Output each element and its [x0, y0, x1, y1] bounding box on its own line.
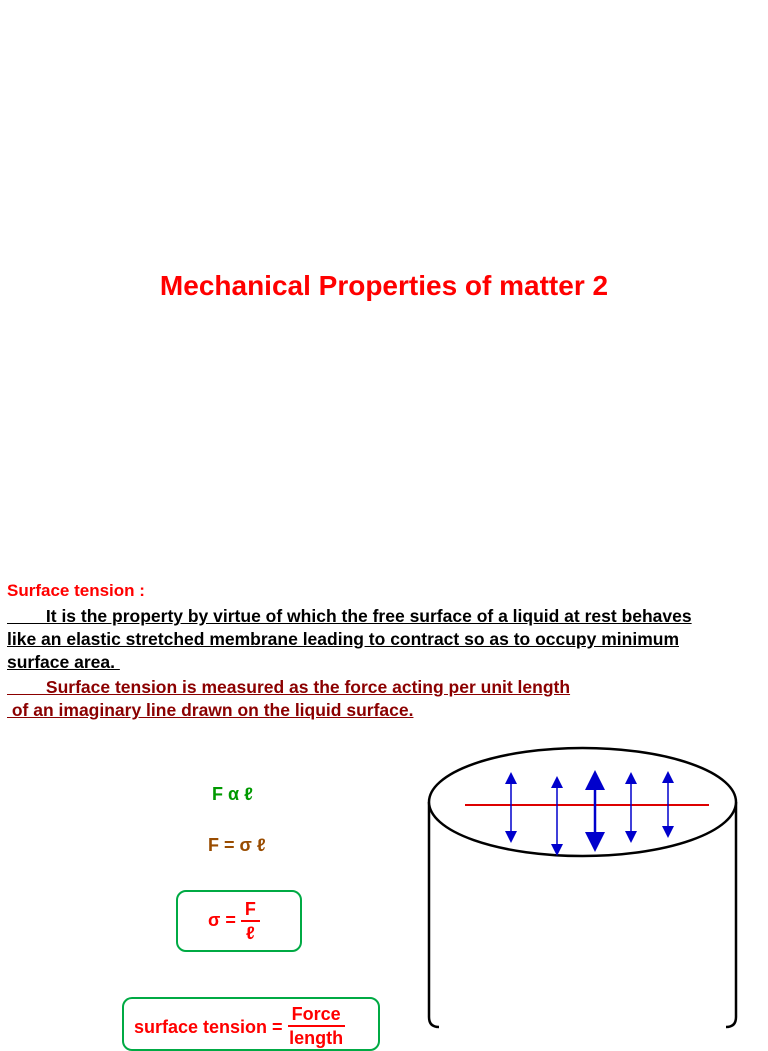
sigma-formula-box	[176, 890, 302, 952]
sigma-numerator: F	[241, 898, 260, 922]
proportional-formula: F α ℓ	[212, 784, 253, 804]
liquid-surface-ellipse	[429, 748, 736, 856]
surface-tension-lhs: surface tension =	[134, 1017, 283, 1037]
section-heading: Surface tension :	[7, 581, 145, 600]
sigma-fraction	[241, 898, 260, 944]
surface-tension-formula-box	[122, 997, 380, 1051]
surface-tension-denominator: length	[289, 1028, 344, 1048]
definition-line-1: It is the property by virtue of which the free surface of a liquid at rest behaves	[7, 606, 692, 626]
surface-tension-fraction	[288, 1003, 345, 1049]
surface-tension-numerator: Force	[288, 1003, 345, 1027]
measurement-line-1: Surface tension is measured as the force acting per unit length	[7, 677, 571, 697]
equation-formula: F = σ ℓ	[208, 835, 266, 855]
page-title: Mechanical Properties of matter 2	[159, 270, 609, 301]
sigma-lhs: σ =	[208, 909, 236, 930]
cylinder-body	[429, 802, 439, 1027]
cylinder-body-right	[726, 802, 736, 1027]
cylinder-diagram	[425, 742, 745, 1032]
sigma-denominator: ℓ	[245, 923, 255, 943]
measurement-line-2: of an imaginary line drawn on the liquid surface.	[7, 700, 414, 720]
definition-line-3: surface area.	[7, 652, 120, 672]
definition-line-2: like an elastic stretched membrane leading to contract so as to occupy minimum	[7, 629, 679, 649]
